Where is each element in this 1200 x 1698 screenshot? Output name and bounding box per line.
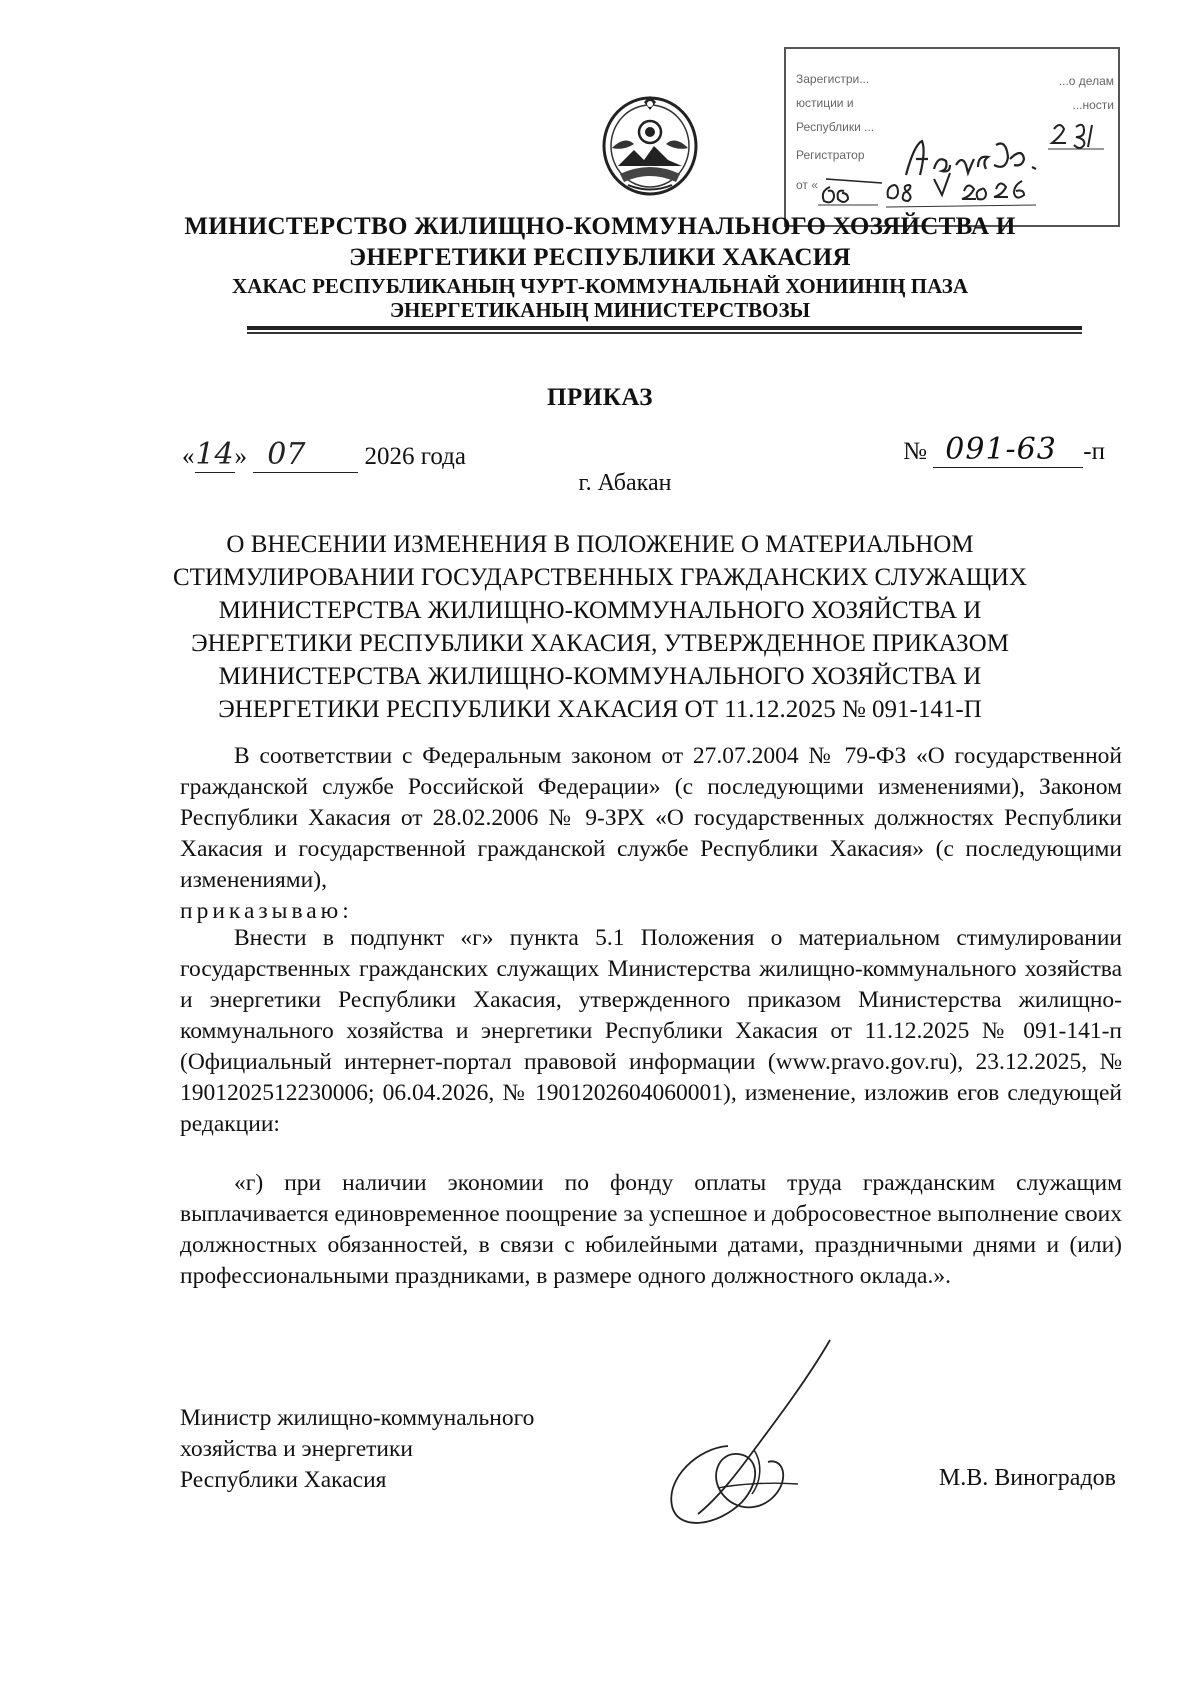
document-type-title: ПРИКАЗ — [547, 384, 653, 411]
ministry-name-khakas-line-1: ХАКАС РЕСПУБЛИКАНЫҢ ЧУРТ-КОММУНАЛЬНАЙ ХОНИИНIҢ ПАЗА — [232, 274, 968, 298]
order-date — [182, 437, 466, 473]
subject-line: ЭНЕРГЕТИКИ РЕСПУБЛИКИ ХАКАСИЯ ОТ 11.12.2025 № 091-141-П — [218, 696, 982, 723]
stamp-line: Республики ... — [796, 120, 875, 134]
handwritten-signature — [658, 1338, 868, 1538]
stamp-line-right: ...ности — [1072, 98, 1114, 112]
ministry-name-khakas-line-2: ЭНЕРГЕТИКАНЫҢ МИНИСТЕРСТВОЗЫ — [389, 298, 811, 322]
position-line: хозяйства и энергетики — [180, 1436, 413, 1462]
signatory-name: М.В. Виноградов — [938, 1465, 1116, 1491]
new-wording-paragraph — [180, 1168, 1122, 1292]
stamp-line: юстиции и — [796, 96, 854, 110]
subject-line: МИНИСТЕРСТВА ЖИЛИЩНО-КОММУНАЛЬНОГО ХОЗЯЙСТВА И — [218, 663, 982, 690]
coat-of-arms-emblem — [598, 90, 702, 198]
stamp-date-label: от « — [796, 178, 818, 192]
position-line: Республики Хакасия — [180, 1467, 387, 1493]
date-day: 14 — [195, 437, 234, 472]
date-month: 07 — [253, 437, 358, 473]
ministry-name-line-2: ЭНЕРГЕТИКИ РЕСПУБЛИКИ ХАКАСИЯ — [349, 244, 851, 271]
subject-line: СТИМУЛИРОВАНИИ ГОСУДАРСТВЕННЫХ ГРАЖДАНСКИХ СЛУЖАЩИХ — [172, 564, 1028, 591]
signatory-position — [180, 1403, 534, 1496]
new-wording-text: «г) при наличии экономии по фонду оплаты труда гражданским служащим выплачивается единовременное поощрение за успешное и добросовестное выполнение своих должностных обязанностей, в связи с юбилейными датами, праздничными днями и (или) профессиональными праздниками, в размере одного должностного оклада.». — [180, 1170, 1122, 1289]
subject-line: О ВНЕСЕНИИ ИЗМЕНЕНИЯ В ПОЛОЖЕНИЕ О МАТЕРИАЛЬНОМ — [226, 531, 974, 558]
date-quote-open: « — [182, 443, 195, 470]
stamp-handwriting — [786, 49, 1122, 229]
number-suffix: -п — [1083, 438, 1105, 465]
order-verb: приказываю: — [180, 898, 353, 924]
position-line: Министр жилищно-коммунального — [180, 1405, 535, 1431]
header-divider — [247, 326, 1082, 330]
ministry-name-line-1: МИНИСТЕРСТВО ЖИЛИЩНО-КОММУНАЛЬНОГО ХОЗЯЙСТВА И — [184, 213, 1016, 240]
number-prefix: № — [903, 438, 928, 465]
date-quote-close: » — [234, 443, 247, 470]
stamp-line-right: ...о делам — [1058, 74, 1114, 88]
header-divider — [247, 332, 1082, 334]
order-subject — [150, 528, 1050, 726]
registration-stamp — [784, 47, 1120, 227]
date-year: 2026 года — [364, 443, 466, 470]
preamble-text: В соответствии с Федеральным законом от 27.07.2004 № 79-ФЗ «О государственной гражданской службе Российской Федерации» (с последующими изменениями), Законом Республики Хакасия от 28.02.2006 № 9-ЗРХ «О государственных должностях Республики Хакасия и государственной гражданской службе Республики Хакасия» (с последующими изменениями), — [180, 743, 1122, 893]
order-number — [903, 432, 1105, 468]
issue-city: г. Абакан — [578, 470, 672, 496]
amendment-text: Внести в подпункт «г» пункта 5.1 Положения о материальном стимулировании государственных гражданских служащих Министерства жилищно-коммунального хозяйства и энергетики Республики Хакасия, утвержденного приказом Министерства жилищно-коммунального хозяйства и энергетики Республики Хакасия от 11.12.2025 № 091-141-п (Официальный интернет-портал правовой информации (www.pravo.gov.ru), 23.12.2025, № 1901202512230006; 06.04.2026, № 1901202604060001), изменение, изложив егов следующей редакции: — [180, 925, 1122, 1137]
subject-line: МИНИСТЕРСТВА ЖИЛИЩНО-КОММУНАЛЬНОГО ХОЗЯЙСТВА И — [218, 597, 982, 624]
number-value: 091-63 — [933, 432, 1083, 468]
preamble-paragraph — [180, 741, 1122, 927]
amendment-paragraph — [180, 923, 1122, 1140]
stamp-registrar-label: Регистратор — [796, 148, 865, 162]
subject-line: ЭНЕРГЕТИКИ РЕСПУБЛИКИ ХАКАСИЯ, УТВЕРЖДЕННОЕ ПРИКАЗОМ — [191, 630, 1009, 657]
stamp-line: Зарегистри... — [796, 72, 870, 86]
